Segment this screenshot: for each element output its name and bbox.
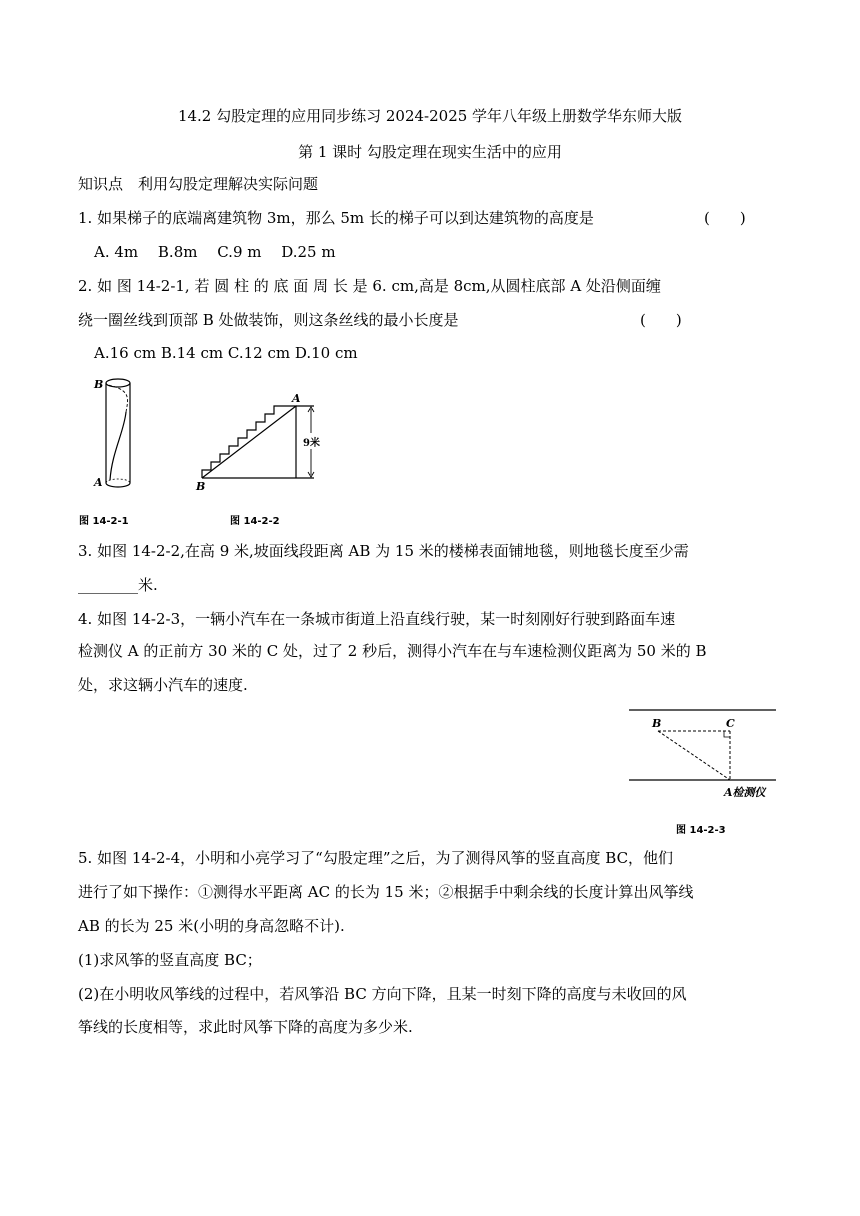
fig2-caption: 图 14-2-2 <box>230 516 280 527</box>
q2-line2: 绕一圈丝线到顶部 B 处做装饰，则这条丝线的最小长度是 <box>78 311 459 329</box>
q2-line1: 2. 如 图 14-2-1, 若 圆 柱 的 底 面 周 长 是 6. cm,高是 8cm,从圆柱底部 A 处沿侧面缠 <box>78 277 661 295</box>
q5-part1: (1)求风筝的竖直高度 BC； <box>78 951 262 969</box>
figure-staircase <box>192 390 327 494</box>
q4-line2: 检测仪 A 的正前方 30 米的 C 处，过了 2 秒后，测得小汽车在与车速检测仪距离为 50 米的 B <box>78 642 707 660</box>
fig3-label-a: A检测仪 <box>724 786 766 799</box>
q1-answer-bracket: ( ) <box>704 209 746 227</box>
fig3-label-c: C <box>726 717 735 730</box>
q4-line3: 处，求这辆小汽车的速度. <box>78 676 248 694</box>
q3-line2: ________米. <box>78 576 158 594</box>
fig2-label-b: B <box>196 480 206 493</box>
figure-street <box>626 702 781 802</box>
q5-line1: 5. 如图 14-2-4，小明和小亮学习了“勾股定理”之后，为了测得风筝的竖直高度 BC，他们 <box>78 849 674 867</box>
q2-answer-bracket: ( ) <box>640 311 682 329</box>
fig3-label-b: B <box>652 717 662 730</box>
q4-line1: 4. 如图 14-2-3，一辆小汽车在一条城市街道上沿直线行驶，某一时刻刚好行驶到路面车速 <box>78 610 676 628</box>
q2-options: A.16 cm B.14 cm C.12 cm D.10 cm <box>94 344 358 362</box>
fig1-caption: 图 14-2-1 <box>79 516 129 527</box>
knowledge-point: 知识点 利用勾股定理解决实际问题 <box>78 175 319 193</box>
fig1-label-b: B <box>94 378 104 391</box>
q3-line1: 3. 如图 14-2-2,在高 9 米,坡面线段距离 AB 为 15 米的楼梯表面铺地毯，则地毯长度至少需 <box>78 542 689 560</box>
q5-part2: (2)在小明收风筝线的过程中，若风筝沿 BC 方向下降，且某一时刻下降的高度与未收回的风 <box>78 985 687 1003</box>
page-subtitle: 第 1 课时 勾股定理在现实生活中的应用 <box>298 143 562 161</box>
q1-text: 1. 如果梯子的底端离建筑物 3m，那么 5m 长的梯子可以到达建筑物的高度是 <box>78 209 594 227</box>
fig1-label-a: A <box>94 476 103 489</box>
figure-cylinder <box>90 372 150 492</box>
q1-options: A. 4m B.8m C.9 m D.25 m <box>94 243 336 261</box>
q5-line2: 进行了如下操作：①测得水平距离 AC 的长为 15 米；②根据手中剩余线的长度计算出风筝线 <box>78 883 694 901</box>
q5-part2b: 筝线的长度相等，求此时风筝下降的高度为多少米. <box>78 1018 413 1036</box>
page-title: 14.2 勾股定理的应用同步练习 2024-2025 学年八年级上册数学华东师大版 <box>177 107 683 125</box>
fig2-label-a: A <box>292 392 301 405</box>
fig3-caption: 图 14-2-3 <box>676 825 726 836</box>
q5-line3: AB 的长为 25 米(小明的身高忽略不计). <box>78 917 345 935</box>
fig2-height-label: 9米 <box>303 438 320 449</box>
